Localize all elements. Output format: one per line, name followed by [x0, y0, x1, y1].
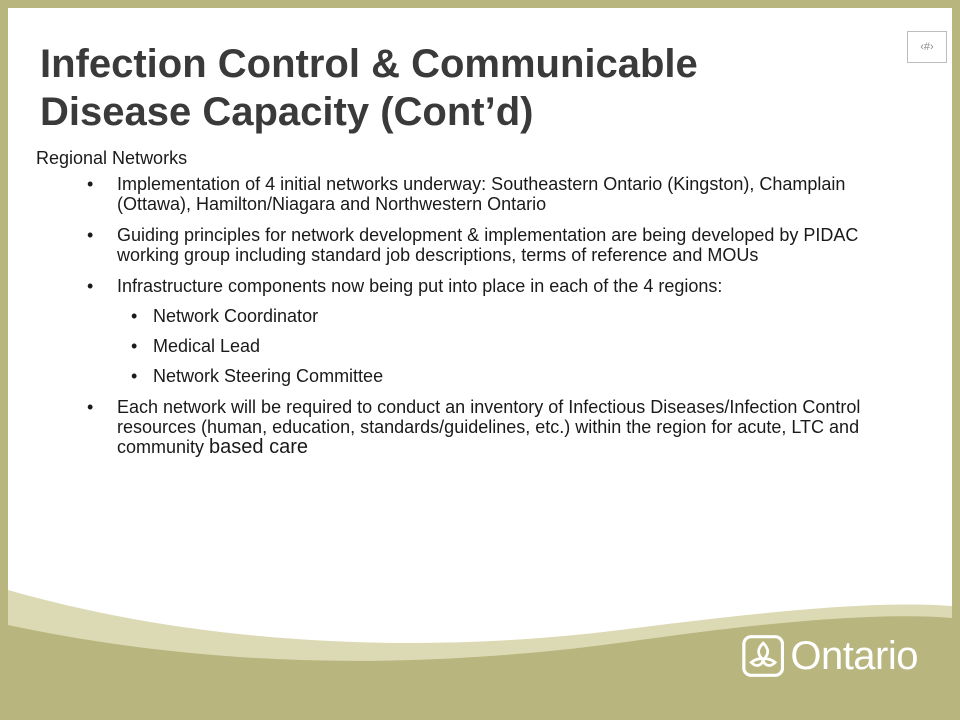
section-heading: Regional Networks: [36, 148, 188, 168]
bullet-text: Infrastructure components now being put into place in each of the 4 regions:: [117, 276, 723, 296]
slide-number: ‹#›: [907, 31, 947, 63]
slide-content: [36, 148, 876, 468]
bullet-item: [36, 174, 876, 214]
bullet-item: [36, 276, 876, 386]
bullet-text: Guiding principles for network development & implementation are being developed by PIDAC working group including standard job descriptions, terms of reference and MOUs: [117, 225, 859, 265]
bullet-item: [36, 397, 876, 457]
logo-text: Ontario: [790, 634, 918, 678]
slide-title: Infection Control & Communicable Disease Capacity (Cont’d): [40, 42, 698, 134]
sub-bullet-list: [117, 306, 876, 386]
sub-bullet-item: • Network Coordinator: [117, 306, 876, 326]
bullet-text: Each network will be required to conduct an inventory of Infectious Diseases/Infection Control resources (human, education, standards/guidelines, etc.) within the region for acute, LTC and community: [117, 397, 861, 457]
sub-bullet-item: • Medical Lead: [117, 336, 876, 356]
sub-bullet-item: • Network Steering Committee: [117, 366, 876, 386]
ontario-logo: [742, 632, 918, 680]
bullet-list: [36, 174, 876, 457]
bullet-text-large: based care: [209, 436, 309, 458]
bullet-text: Implementation of 4 initial networks underway: Southeastern Ontario (Kingston), Champlain (Ottawa), Hamilton/Niagara and Northwestern Ontario: [117, 174, 846, 214]
bullet-item: [36, 225, 876, 265]
trillium-icon: [742, 633, 784, 679]
